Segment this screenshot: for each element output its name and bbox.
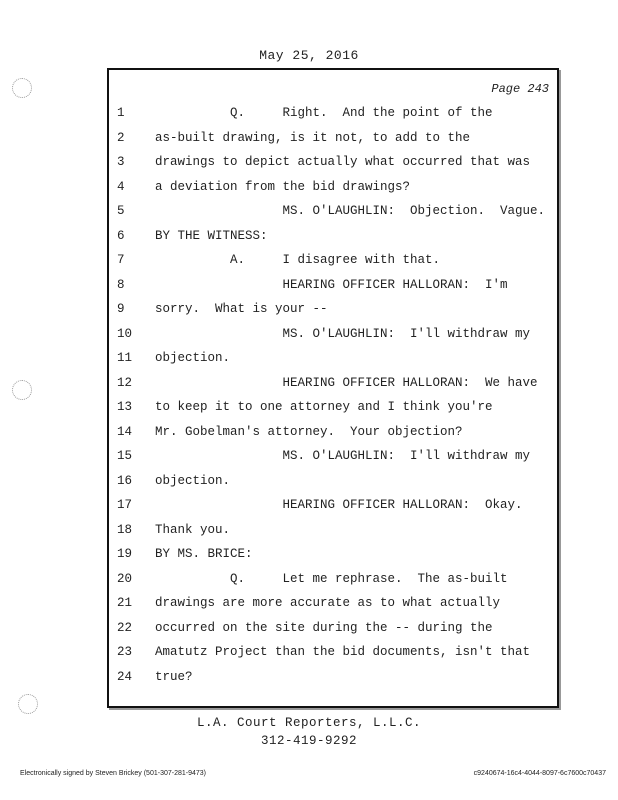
line-text: a deviation from the bid drawings? xyxy=(155,179,411,194)
line-text: HEARING OFFICER HALLORAN: I'm xyxy=(155,277,508,292)
line-number: 19 xyxy=(117,547,133,561)
court-reporter-name: L.A. Court Reporters, L.L.C. xyxy=(196,716,422,730)
electronic-signature: Electronically signed by Steven Brickey (501-307-281-9473) xyxy=(20,770,206,777)
line-number: 18 xyxy=(117,522,133,537)
transcript-line xyxy=(109,376,557,400)
line-number: 5 xyxy=(117,204,125,218)
line-number: 8 xyxy=(117,277,125,292)
line-number: 12 xyxy=(117,375,133,390)
line-text: to keep it to one attorney and I think you're xyxy=(155,400,493,414)
transcript-line xyxy=(109,229,557,253)
line-number: 9 xyxy=(117,302,125,316)
transcript-line xyxy=(109,523,557,547)
line-text: Mr. Gobelman's attorney. Your objection? xyxy=(155,424,463,439)
transcript-line xyxy=(109,425,557,449)
line-text: HEARING OFFICER HALLORAN: Okay. xyxy=(155,498,523,512)
line-number: 21 xyxy=(117,596,133,610)
line-text: true? xyxy=(155,669,193,684)
line-text: objection. xyxy=(155,351,231,365)
line-text: as-built drawing, is it not, to add to the xyxy=(155,130,471,145)
transcript-line xyxy=(109,498,557,522)
transcript-line xyxy=(109,302,557,326)
line-text: Amatutz Project than the bid documents, isn't that xyxy=(155,645,531,659)
line-text: BY THE WITNESS: xyxy=(155,228,268,243)
transcript-line xyxy=(109,278,557,302)
line-number: 15 xyxy=(117,449,133,463)
transcript-date: May 25, 2016 xyxy=(259,48,359,63)
transcript-line xyxy=(109,474,557,498)
line-number: 24 xyxy=(117,669,133,684)
transcript-line xyxy=(109,621,557,645)
line-text: A. I disagree with that. xyxy=(155,253,441,267)
line-number: 14 xyxy=(117,424,133,439)
document-id: c9240674-16c4-4044-8097-6c7600c70437 xyxy=(473,770,606,777)
line-text: Q. Let me rephrase. The as-built xyxy=(155,571,508,586)
line-number: 13 xyxy=(117,400,133,414)
transcript-page-frame xyxy=(107,68,559,708)
line-text: Thank you. xyxy=(155,522,231,537)
transcript-line xyxy=(109,106,557,130)
line-text: objection. xyxy=(155,473,231,488)
line-number: 23 xyxy=(117,645,133,659)
transcript-line xyxy=(109,180,557,204)
transcript-line xyxy=(109,155,557,179)
transcript-line xyxy=(109,449,557,473)
transcript-line xyxy=(109,645,557,669)
transcript-line xyxy=(109,547,557,571)
line-number: 16 xyxy=(117,473,133,488)
line-number: 4 xyxy=(117,179,125,194)
line-text: MS. O'LAUGHLIN: I'll withdraw my xyxy=(155,449,531,463)
line-text: Q. Right. And the point of the xyxy=(155,106,493,120)
line-number: 7 xyxy=(117,253,125,267)
line-number: 11 xyxy=(117,351,133,365)
transcript-line xyxy=(109,596,557,620)
court-reporter-phone: 312-419-9292 xyxy=(260,734,357,748)
line-number: 6 xyxy=(117,228,125,243)
transcript-line xyxy=(109,670,557,694)
line-text: MS. O'LAUGHLIN: I'll withdraw my xyxy=(155,326,531,341)
line-number: 10 xyxy=(117,326,133,341)
punch-hole-icon xyxy=(12,78,32,98)
transcript-line xyxy=(109,400,557,424)
line-number: 17 xyxy=(117,498,133,512)
line-number: 1 xyxy=(117,106,125,120)
line-number: 2 xyxy=(117,130,125,145)
line-text: occurred on the site during the -- during the xyxy=(155,620,493,635)
page-number: Page 243 xyxy=(491,82,549,96)
punch-hole-icon xyxy=(12,380,32,400)
line-text: drawings are more accurate as to what actually xyxy=(155,596,501,610)
punch-hole-icon xyxy=(18,694,38,714)
line-number: 20 xyxy=(117,571,133,586)
transcript-line xyxy=(109,327,557,351)
transcript-line xyxy=(109,351,557,375)
line-number: 22 xyxy=(117,620,133,635)
line-text: sorry. What is your -- xyxy=(155,302,328,316)
line-number: 3 xyxy=(117,155,125,169)
transcript-line xyxy=(109,204,557,228)
line-text: BY MS. BRICE: xyxy=(155,547,253,561)
line-text: HEARING OFFICER HALLORAN: We have xyxy=(155,375,538,390)
transcript-line xyxy=(109,572,557,596)
transcript-line xyxy=(109,253,557,277)
transcript-line xyxy=(109,131,557,155)
line-text: MS. O'LAUGHLIN: Objection. Vague. xyxy=(155,204,546,218)
line-text: drawings to depict actually what occurred that was xyxy=(155,155,531,169)
